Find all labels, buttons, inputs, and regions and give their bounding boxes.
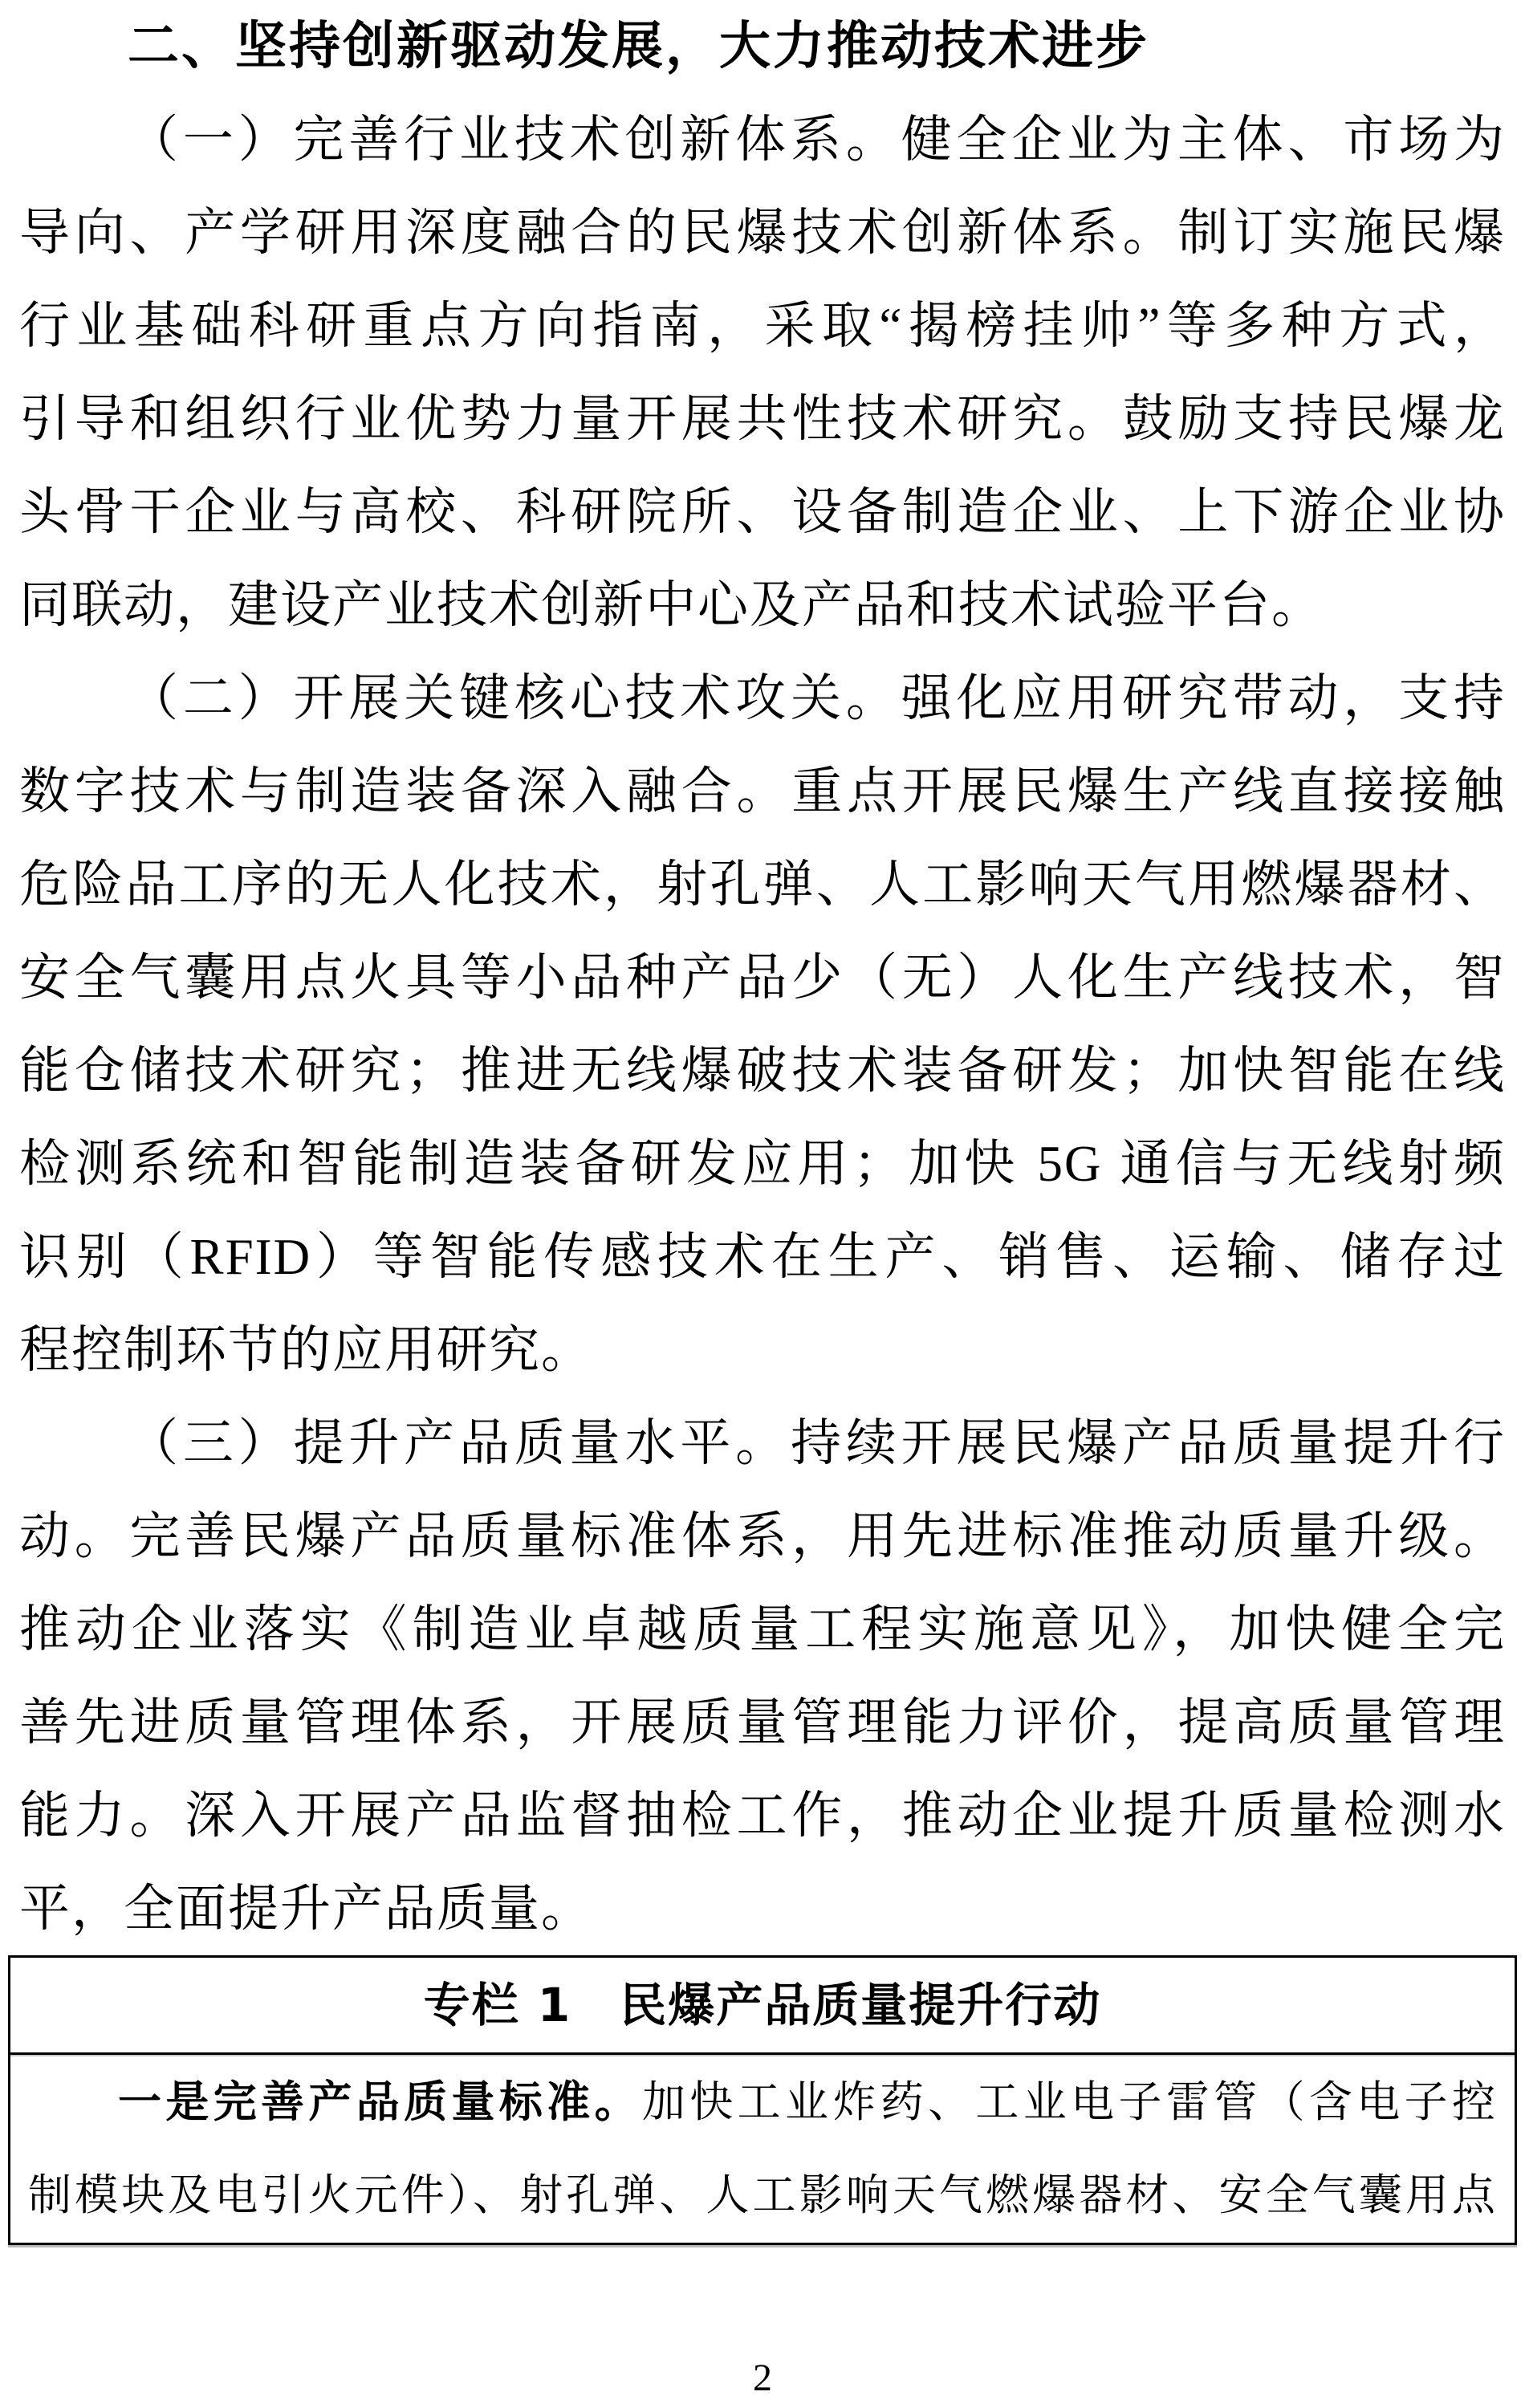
body-line: 识别（RFID）等智能传感技术在生产、销售、运输、储存过	[19, 1229, 1506, 1285]
body-line: （一）完善行业技术创新体系。健全企业为主体、市场为	[128, 112, 1506, 168]
section-heading: 二、坚持创新驱动发展，大力推动技术进步	[128, 17, 1149, 76]
body-line: 推动企业落实《制造业卓越质量工程实施意见》，加快健全完	[19, 1601, 1506, 1658]
feature-box-line	[28, 2055, 1497, 2149]
body-line: 动。完善民爆产品质量标准体系，用先进标准推动质量升级。	[19, 1508, 1506, 1564]
body-line: 数字技术与制造装备深入融合。重点开展民爆生产线直接接触	[19, 763, 1506, 820]
body-line: 危险品工序的无人化技术，射孔弹、人工影响天气用燃爆器材、	[19, 856, 1506, 913]
feature-box-body	[10, 2055, 1515, 2243]
page-number: 2	[753, 2357, 772, 2399]
body-line: 行业基础科研重点方向指南，采取“揭榜挂帅”等多种方式，	[19, 298, 1506, 354]
body-line: 安全气囊用点火具等小品种产品少（无）人化生产线技术，智	[19, 950, 1506, 1006]
body-line: 能力。深入开展产品监督抽检工作，推动企业提升质量检测水	[19, 1788, 1506, 1844]
body-line: （三）提升产品质量水平。持续开展民爆产品质量提升行	[128, 1415, 1506, 1471]
feature-box-title: 专栏 1 民爆产品质量提升行动	[10, 1958, 1515, 2055]
body-line: 程控制环节的应用研究。	[19, 1322, 593, 1378]
body-line: 善先进质量管理体系，开展质量管理能力评价，提高质量管理	[19, 1694, 1506, 1751]
body-line: （二）开展关键核心技术攻关。强化应用研究带动，支持	[128, 670, 1506, 726]
body-line: 能仓储技术研究；推进无线爆破技术装备研发；加快智能在线	[19, 1043, 1506, 1099]
body-line: 引导和组织行业优势力量开展共性技术研究。鼓励支持民爆龙	[19, 391, 1506, 447]
body-line: 头骨干企业与高校、科研院所、设备制造企业、上下游企业协	[19, 484, 1506, 540]
body-line: 同联动，建设产业技术创新中心及产品和技术试验平台。	[19, 577, 1324, 633]
feature-box	[8, 1955, 1517, 2245]
feature-box-lead-rest: 加快工业炸药、工业电子雷管（含电子控	[641, 2078, 1497, 2126]
body-line: 检测系统和智能制造装备研发应用；加快 5G 通信与无线射频	[19, 1136, 1506, 1192]
body-line: 导向、产学研用深度融合的民爆技术创新体系。制订实施民爆	[19, 205, 1506, 261]
body-line: 平，全面提升产品质量。	[19, 1881, 593, 1937]
feature-box-line: 制模块及电引火元件）、射孔弹、人工影响天气燃爆器材、安全气囊用点	[28, 2171, 1497, 2219]
feature-box-lead: 一是完善产品质量标准。	[118, 2076, 642, 2127]
